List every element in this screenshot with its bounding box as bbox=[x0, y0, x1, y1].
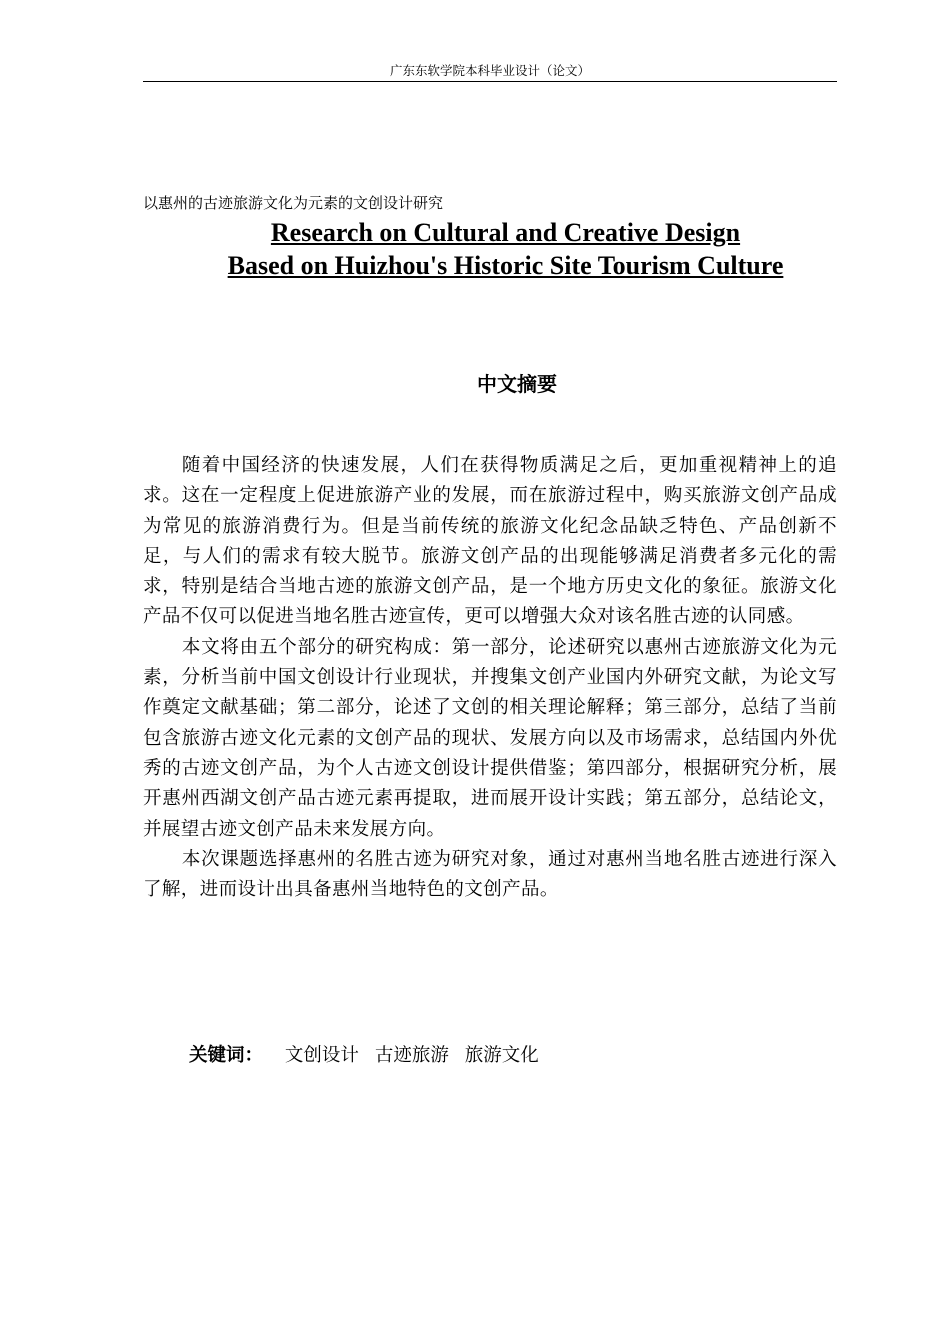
english-title bbox=[143, 216, 868, 282]
chinese-title: 以惠州的古迹旅游文化为元素的文创设计研究 bbox=[143, 194, 444, 212]
english-title-line-2: Based on Huizhou's Historic Site Tourism Culture bbox=[227, 251, 784, 280]
keyword-item: 旅游文化 bbox=[464, 1045, 539, 1066]
abstract-paragraph: 随着中国经济的快速发展，人们在获得物质满足之后，更加重视精神上的追求。这在一定程度上促进旅游产业的发展，而在旅游过程中，购买旅游文创产品成为常见的旅游消费行为。但是当前传统的旅游文化纪念品缺乏特色、产品创新不足，与人们的需求有较大脱节。旅游文创产品的出现能够满足消费者多元化的需求，特别是结合当地古迹的旅游文创产品，是一个地方历史文化的象征。旅游文化产品不仅可以促进当地名胜古迹宣传，更可以增强大众对该名胜古迹的认同感。 bbox=[143, 455, 837, 628]
abstract-paragraph: 本文将由五个部分的研究构成：第一部分，论述研究以惠州古迹旅游文化为元素，分析当前中国文创设计行业现状，并搜集文创产业国内外研究文献，为论文写作奠定文献基础；第二部分，论述了文创的相关理论解释；第三部分，总结了当前包含旅游古迹文化元素的文创产品的现状、发展方向以及市场需求，总结国内外优秀的古迹文创产品，为个人古迹文创设计提供借鉴；第四部分，根据研究分析，展开惠州西湖文创产品古迹元素再提取，进而展开设计实践；第五部分，总结论文，并展望古迹文创产品未来发展方向。 bbox=[143, 636, 837, 840]
abstract-heading: 中文摘要 bbox=[477, 372, 557, 396]
keywords-line bbox=[189, 1042, 549, 1070]
keyword-item: 文创设计 bbox=[284, 1045, 359, 1066]
english-title-line-1: Research on Cultural and Creative Design bbox=[270, 218, 741, 247]
header-divider bbox=[143, 81, 837, 82]
keywords-label: 关键词： bbox=[189, 1045, 264, 1066]
abstract-paragraph: 本次课题选择惠州的名胜古迹为研究对象，通过对惠州当地名胜古迹进行深入了解，进而设计出具备惠州当地特色的文创产品。 bbox=[143, 848, 837, 901]
page-header: 广东东软学院本科毕业设计（论文） bbox=[389, 63, 590, 78]
keyword-item: 古迹旅游 bbox=[374, 1045, 449, 1066]
abstract-body bbox=[143, 451, 837, 905]
